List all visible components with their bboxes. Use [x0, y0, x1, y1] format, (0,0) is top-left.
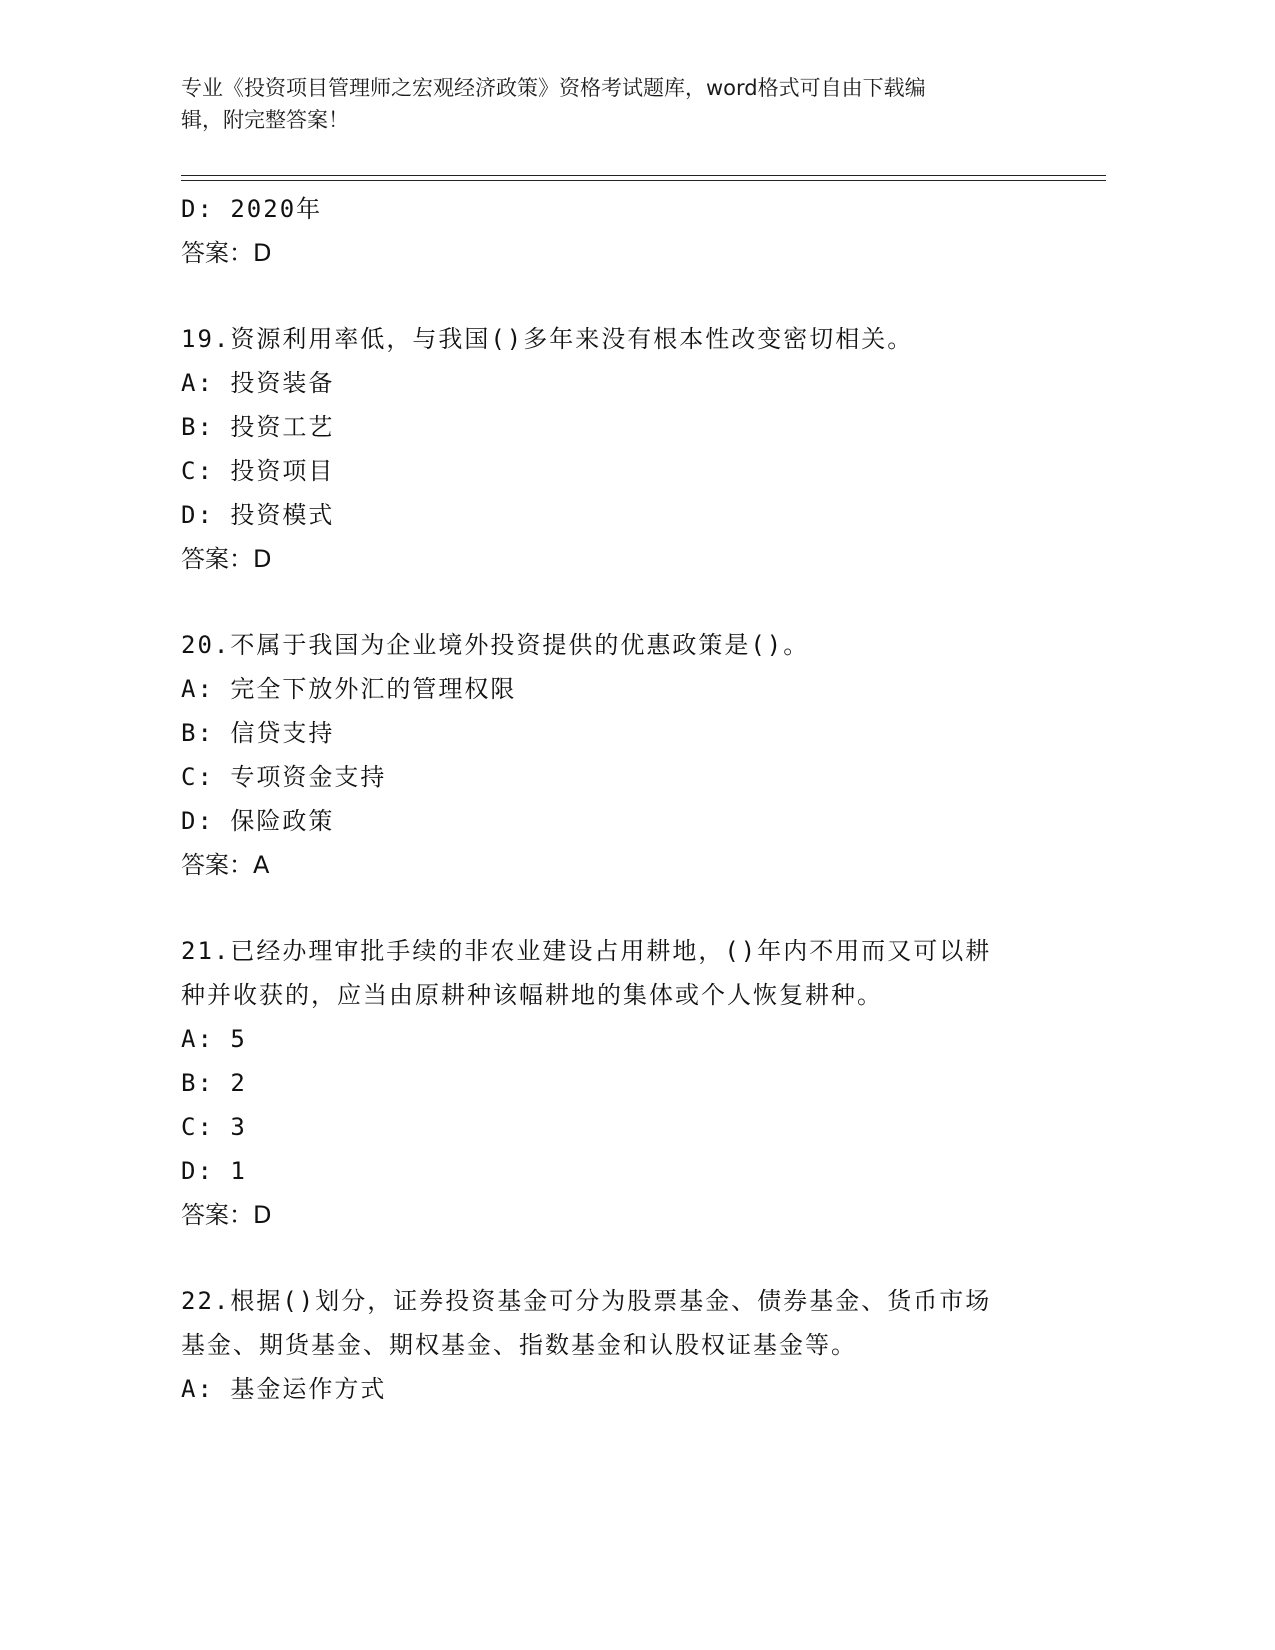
header-title-line-2: 辑，附完整答案！ — [181, 108, 349, 132]
option-b: B: 投资工艺 — [181, 413, 335, 441]
option-b: B: 2 — [181, 1069, 247, 1097]
option-c: C: 专项资金支持 — [181, 763, 387, 791]
option-c: C: 投资项目 — [181, 457, 335, 485]
question-21 — [181, 929, 1061, 1237]
option-c: C: 3 — [181, 1113, 247, 1141]
answer: 答案：D — [181, 545, 272, 573]
document-body — [181, 187, 1061, 1411]
header-title-line-1: 专业《投资项目管理师之宏观经济政策》资格考试题库，word格式可自由下载编 — [181, 76, 926, 100]
question-text-line-1: 22.根据()划分，证券投资基金可分为股票基金、债券基金、货币市场 — [181, 1287, 992, 1315]
option-a: A: 完全下放外汇的管理权限 — [181, 675, 517, 703]
answer: 答案：A — [181, 851, 270, 879]
question-text-line-2: 种并收获的，应当由原耕种该幅耕地的集体或个人恢复耕种。 — [181, 981, 883, 1009]
question-text-line-2: 基金、期货基金、期权基金、指数基金和认股权证基金等。 — [181, 1331, 857, 1359]
option-b: B: 信贷支持 — [181, 719, 335, 747]
option-a: A: 投资装备 — [181, 369, 335, 397]
option-a: A: 5 — [181, 1025, 247, 1053]
answer: 答案：D — [181, 1201, 272, 1229]
document-header — [181, 72, 1041, 136]
question-text-line-1: 21.已经办理审批手续的非农业建设占用耕地，()年内不用而又可以耕 — [181, 937, 992, 965]
option-d: D: 保险政策 — [181, 807, 335, 835]
option-d: D: 2020年 — [181, 195, 323, 223]
question-22 — [181, 1279, 1061, 1411]
question-text: 19.资源利用率低，与我国()多年来没有根本性改变密切相关。 — [181, 325, 914, 353]
answer: 答案：D — [181, 239, 272, 267]
option-a: A: 基金运作方式 — [181, 1375, 387, 1403]
question-text: 20.不属于我国为企业境外投资提供的优惠政策是()。 — [181, 631, 810, 659]
question-19 — [181, 317, 1061, 581]
option-d: D: 投资模式 — [181, 501, 335, 529]
header-divider — [181, 175, 1106, 181]
option-d: D: 1 — [181, 1157, 247, 1185]
question-20 — [181, 623, 1061, 887]
